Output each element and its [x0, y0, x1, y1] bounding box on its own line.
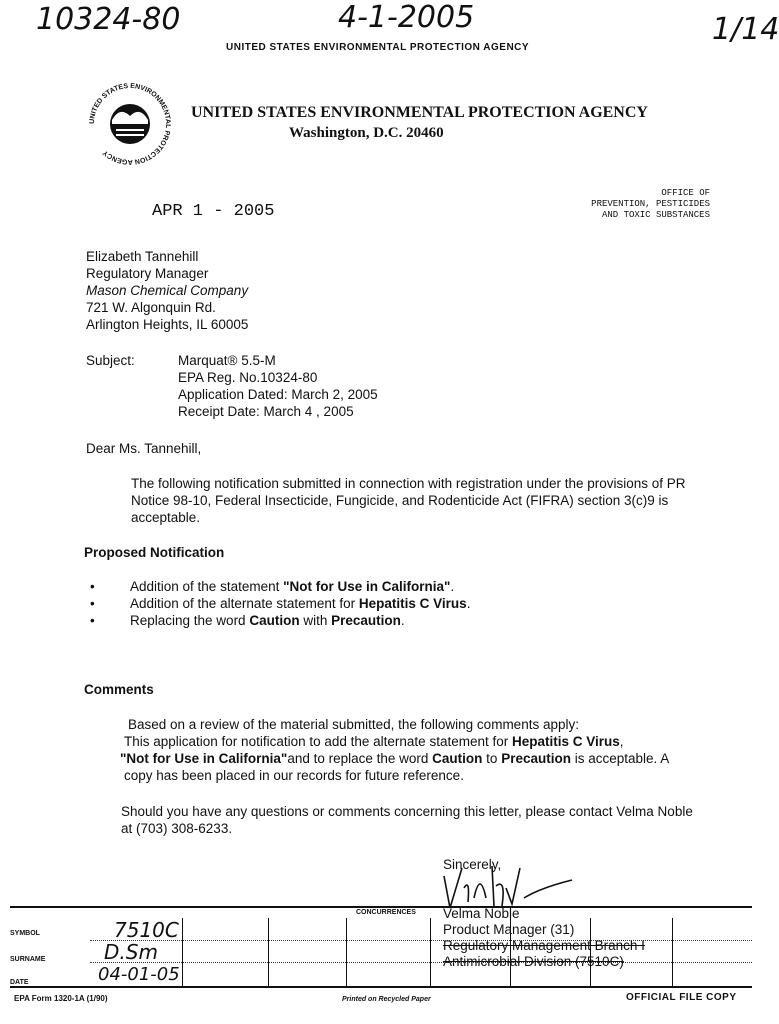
col-line — [268, 918, 269, 986]
comments-line4: copy has been placed in our records for future reference. — [124, 768, 464, 783]
top-header: UNITED STATES ENVIRONMENTAL PROTECTION AGENCY — [226, 42, 530, 53]
handwritten-date: 4-1-2005 — [338, 0, 475, 35]
signer-branch: Regulatory Management Branch I — [443, 938, 645, 953]
list-item: • Replacing the word Caution with Precaution. — [84, 612, 644, 629]
row-label-symbol: SYMBOL — [10, 930, 40, 937]
letterhead-agency: UNITED STATES ENVIRONMENTAL PROTECTION AGENCY — [191, 104, 648, 121]
signer-title: Product Manager (31) — [443, 922, 575, 937]
row-label-surname: SURNAME — [10, 956, 46, 963]
row-label-date: DATE — [10, 979, 29, 986]
col-line — [346, 918, 347, 986]
subject-receipt-date: Receipt Date: March 4 , 2005 — [178, 404, 354, 419]
row-line — [90, 940, 752, 941]
subject-reg: EPA Reg. No.10324-80 — [178, 370, 318, 385]
col-line — [672, 918, 673, 986]
recipient-street: 721 W. Algonquin Rd. — [86, 300, 216, 315]
epa-seal-icon — [82, 76, 178, 172]
office-line1: OFFICE OF — [661, 188, 710, 198]
handwritten-reg-number: 10324-80 — [36, 2, 181, 37]
footer-printed: Printed on Recycled Paper — [342, 996, 431, 1003]
signer-division: Antimicrobial Division (7510C) — [443, 954, 624, 969]
intro-line2: Notice 98-10, Federal Insecticide, Fungicide, and Rodenticide Act (FIFRA) section 3(c)9 is — [131, 493, 669, 508]
svg-text:UNITED STATES ENVIRONMENTAL PR: UNITED STATES ENVIRONMENTAL PROTECTION AGENCY — [88, 82, 172, 166]
contact-paragraph — [121, 803, 741, 837]
subject-label: Subject: — [86, 353, 135, 368]
list-item: • Addition of the statement "Not for Use in California". — [84, 578, 644, 595]
office-block — [560, 188, 710, 221]
recipient-city: Arlington Heights, IL 60005 — [86, 317, 249, 332]
proposed-heading: Proposed Notification — [84, 545, 225, 560]
surname-value: D.Sm — [104, 940, 158, 964]
date-stamp: APR 1 - 2005 — [152, 202, 275, 221]
letterhead-city: Washington, D.C. 20460 — [289, 125, 444, 141]
concurrences-label: CONCURRENCES — [356, 909, 416, 916]
contact-line2: at (703) 308-6233. — [121, 821, 233, 836]
col-line — [590, 918, 591, 986]
recipient-company: Mason Chemical Company — [86, 283, 249, 298]
proposed-list — [84, 578, 644, 629]
intro-line3: acceptable. — [131, 510, 201, 525]
row-line — [10, 986, 752, 988]
subject-block — [178, 352, 378, 420]
date-value: 04-01-05 — [98, 964, 180, 985]
row-line — [90, 962, 752, 963]
signer-name: Velma Noble — [443, 906, 520, 921]
concurrence-table — [10, 918, 752, 986]
bullet-icon: • — [90, 613, 95, 628]
recipient-block — [86, 248, 248, 333]
footer-official: OFFICIAL FILE COPY — [626, 992, 737, 1003]
footer-form: EPA Form 1320-1A (1/90) — [14, 994, 108, 1003]
recipient-name: Elizabeth Tannehill — [86, 249, 199, 264]
contact-line1: Should you have any questions or comments concerning this letter, please contact Velma Noble — [121, 804, 693, 819]
comments-line1: Based on a review of the material submitted, the following comments apply: — [128, 717, 579, 732]
col-line — [182, 918, 183, 986]
intro-paragraph — [131, 475, 731, 526]
comments-line3: "Not for Use in California"and to replace the word Caution to Precaution is acceptable. A — [120, 751, 670, 766]
salutation: Dear Ms. Tannehill, — [86, 441, 202, 456]
office-line3: AND TOXIC SUBSTANCES — [601, 210, 710, 220]
intro-line1: The following notification submitted in connection with registration under the provisions of PR — [131, 476, 686, 491]
epa-seal — [82, 76, 178, 172]
comments-heading: Comments — [84, 682, 154, 697]
comments-paragraph — [120, 716, 724, 784]
closing: Sincerely, — [443, 857, 502, 872]
subject-application-date: Application Dated: March 2, 2005 — [178, 387, 378, 402]
comments-line2: This application for notification to add the alternate statement for Hepatitis C Virus, — [124, 734, 624, 749]
symbol-value: 7510C — [114, 918, 179, 942]
list-item: • Addition of the alternate statement for Hepatitis C Virus. — [84, 595, 644, 612]
bullet-icon: • — [90, 596, 95, 611]
office-line2: PREVENTION, PESTICIDES — [591, 199, 710, 209]
bullet-icon: • — [90, 579, 95, 594]
handwritten-page-count: 1/14 — [712, 12, 779, 47]
subject-product: Marquat® 5.5-M — [178, 353, 276, 368]
recipient-title: Regulatory Manager — [86, 266, 209, 281]
col-line — [510, 918, 511, 986]
col-line — [430, 918, 431, 986]
